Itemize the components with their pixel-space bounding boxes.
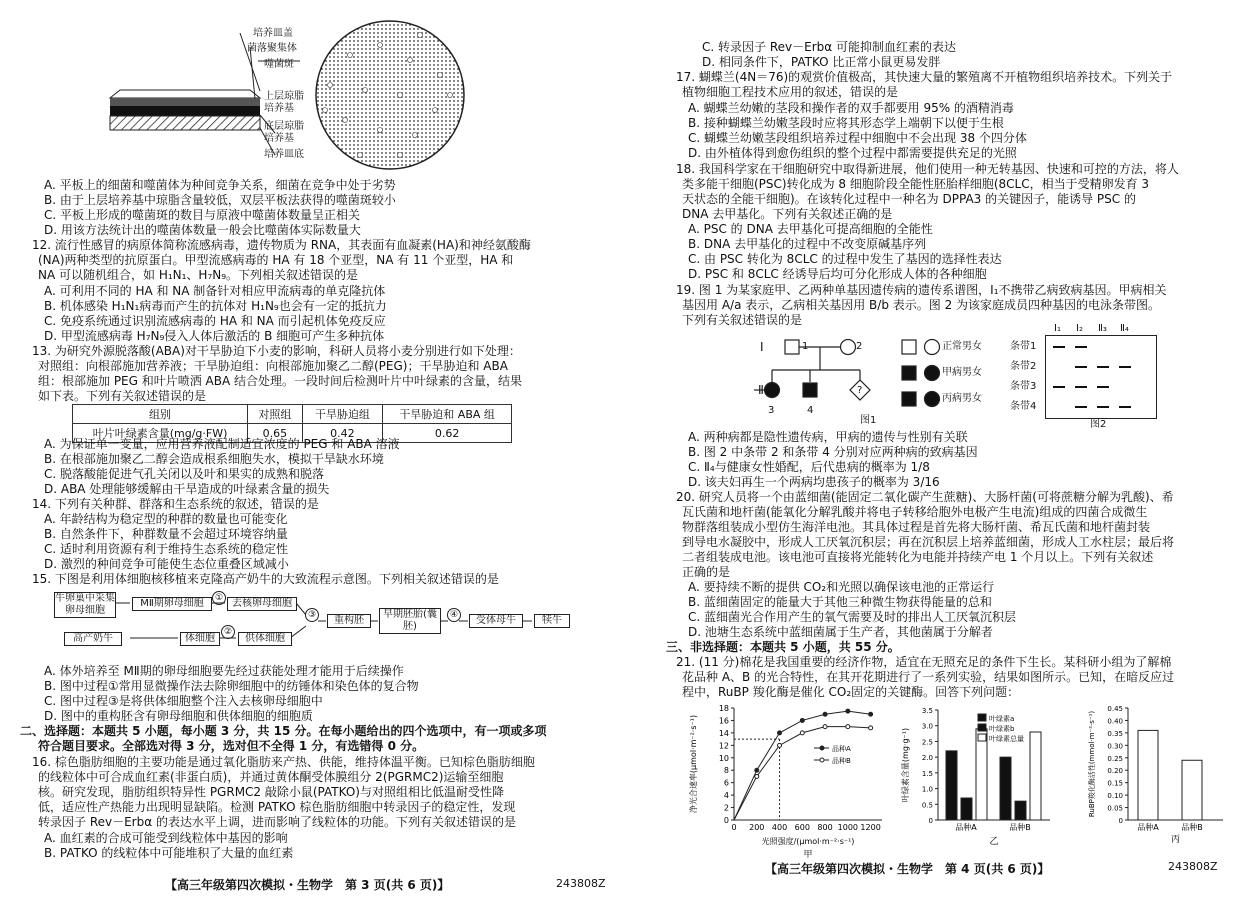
- q11-option-d: D. 用该方法统计出的噬菌体数量一般会比噬菌体实际数量大: [44, 223, 361, 237]
- upper-agar-layer: [110, 98, 260, 106]
- q16-option-d: D. 相同条件下，PATKO 比正常小鼠更易发胖: [702, 55, 941, 69]
- q13-stem-3: 组：根部施加 PEG 和叶片喷洒 ABA 结合处理。一段时间后检测叶片中叶绿素的含量，结果: [38, 374, 523, 388]
- q19-option-c: C. Ⅱ₄与健康女性婚配，后代患病的概率为 1/8: [688, 460, 930, 474]
- flow-box-enucleated-oocyte: 去核卵母细胞: [227, 597, 297, 611]
- y-tick-label: 1.0: [921, 785, 933, 794]
- q16-stem-4: 低，适应性产热能力出现明显缺陷。检测 PATKO 棕色脂肪细胞中转录因子的稳定性，发现: [38, 800, 516, 814]
- pedigree-gen-2: Ⅱ: [758, 383, 764, 397]
- figure-2-caption: 图2: [1090, 419, 1107, 430]
- y-tick-label: 2.5: [921, 738, 933, 747]
- q19-stem-2: 基因用 A/a 表示，乙病相关基因用 B/b 表示。图 2 为该家庭成员四种基因的电泳条带图。: [682, 298, 1161, 312]
- pedigree-num-3: 3: [768, 405, 775, 416]
- y-tick-label: 0: [723, 816, 729, 825]
- pedigree-gen-1: Ⅰ: [760, 340, 764, 354]
- plaque-2: [408, 58, 413, 63]
- pedigree-unknown-label: ?: [857, 385, 863, 396]
- q13-stem-2: 对照组：向根部施加营养液；干旱胁迫组：向根部施加聚乙二醇(PEG)；干旱胁迫和 ABA: [38, 359, 508, 373]
- q13-stem-4: 如下表。下列有关叙述错误的是: [38, 389, 207, 403]
- q16-stem-2: 的线粒体中可合成血红素(非蛋白质)，并通过黄体酮受体膜组分 2(PGRMC2)运输至细胞: [38, 770, 504, 784]
- flow-box-calf: 犊牛: [534, 614, 570, 628]
- flow-box-collect-oocyte: 牛卵巢中采集卵母细胞: [55, 593, 115, 616]
- y-tick-label: 4: [723, 791, 729, 801]
- q12-stem-1: 12. 流行性感冒的病原体简称流感病毒，遗传物质为 RNA，其表面有血凝素(HA)和神经氨酸酶: [32, 238, 531, 252]
- fig11-label-7: 培养基: [264, 133, 294, 144]
- q12-option-a: A. 可利用不同的 HA 和 NA 制备针对相应甲流病毒的单克隆抗体: [44, 284, 386, 298]
- flow-box-high-yield-cow: 高产奶牛: [64, 632, 122, 646]
- q12-stem-3: NA 可以随机组合，如 H₁N₁、H₇N₉。下列相关叙述错误的是: [38, 268, 359, 282]
- plaque-8: [343, 118, 348, 123]
- left-page-code: 243808Z: [556, 877, 606, 890]
- q20-option-a: A. 要持续不断的提供 CO₂和光照以确保该电池的正常运行: [688, 580, 995, 594]
- flow-box-early-embryo: 早期胚胎(囊胚): [379, 608, 441, 634]
- x-tick-label: 600: [794, 823, 810, 832]
- y-tick-label: 8: [723, 766, 729, 776]
- y-tick-label: 0.25: [1107, 754, 1123, 763]
- q12-option-c: C. 免疫系统通过识别流感病毒的 HA 和 NA 而引起机体免疫反应: [44, 314, 386, 328]
- plaque-13: [323, 108, 328, 113]
- q13-th-drought-aba: 干旱胁迫和 ABA 组: [383, 405, 512, 424]
- q20-stem-5: 二者组装成电池。该电池可直接将光能转化为电能并持续产电 1 个月以上。下列有关叙述: [682, 550, 1154, 564]
- q16-stem-5: 转录因子 Rev－Erbα 的表达水平上调，进而影响了线粒体的功能。下列有关叙述错误的是: [38, 815, 516, 829]
- point-品种B-600: [800, 731, 804, 735]
- y-tick-label: 1.5: [921, 769, 933, 778]
- flow-box-mii-oocyte: MⅡ期卵母细胞: [132, 597, 212, 611]
- q13-th-control: 对照组: [248, 405, 303, 424]
- q18-stem-1: 18. 我国科学家在干细胞研究中取得新进展，他们使用一种无转基因、快速和可控的方法，将人: [676, 162, 1179, 176]
- flow-step-1: ①: [212, 591, 226, 605]
- flow-box-somatic-cell: 体细胞: [180, 632, 220, 646]
- lower-agar-layer: [110, 106, 260, 116]
- left-page-footer: 【高三年级第四次模拟・生物学 第 3 页(共 6 页)】: [165, 878, 450, 892]
- point-品种A-200: [755, 768, 759, 772]
- q13-th-drought: 干旱胁迫组: [302, 405, 383, 424]
- q17-stem-1: 17. 蝴蝶兰(4N＝76)的观赏价值极高，其快速大量的繁殖离不开植物组织培养技术。下列关于: [676, 70, 1173, 84]
- q13-td-drought-aba: 0.62: [383, 424, 512, 443]
- q18-stem-2: 类多能干细胞(PSC)转化成为 8 细胞阶段全能性胚胎样细胞(8CLC，相当于受精卵发育 3: [682, 177, 1150, 191]
- bar-品种A: [1138, 730, 1158, 820]
- gel-row-3: 条带3: [1010, 381, 1037, 392]
- legend-label-叶绿素a: 叶绿素a: [989, 715, 1015, 723]
- q13-option-d: D. ABA 处理能够缓解由干旱造成的叶绿素含量的损失: [44, 482, 330, 496]
- y-axis-label: 净光合速率(μmol·m⁻²·s⁻¹): [689, 714, 698, 814]
- y-tick-label: 2: [723, 803, 729, 813]
- pedigree-i2-female: [841, 340, 856, 355]
- right-page-code: 243808Z: [1168, 860, 1218, 873]
- legend-swatch-叶绿素a: [978, 714, 986, 721]
- y-axis-label: 叶绿素含量(mg·g⁻¹): [901, 727, 910, 803]
- gel-row-2: 条带2: [1010, 361, 1037, 372]
- y-tick-label: 0: [1118, 817, 1123, 825]
- y-tick-label: 3.0: [921, 722, 933, 731]
- point-品种A-1200: [869, 712, 873, 716]
- gel-bands: [1045, 335, 1157, 419]
- q13-td-drought: 0.42: [302, 424, 383, 443]
- y-tick-label: 0.5: [921, 801, 933, 810]
- plaque-11: [358, 153, 363, 158]
- q19-option-b: B. 图 2 中条带 2 和条带 4 分别对应两种病的致病基因: [688, 445, 978, 459]
- fig11-label-2: 菌落聚集体: [247, 43, 297, 54]
- y-tick-label: 0.45: [1107, 705, 1123, 713]
- y-tick-label: 0.30: [1107, 742, 1123, 751]
- y-tick-label: 12: [718, 741, 729, 751]
- y-tick-label: 16: [718, 716, 729, 726]
- q19-option-a: A. 两种病都是隐性遗传病，甲病的遗传与性别有关联: [688, 430, 968, 444]
- plaque-12: [398, 153, 403, 158]
- q15-option-b: B. 图中过程①常用显微操作法去除卵细胞中的纺锤体和染色体的复合物: [44, 679, 419, 693]
- point-品种A-600: [800, 718, 804, 722]
- plaque-10: [413, 133, 418, 138]
- q14-option-d: D. 激烈的种间竞争可能使生态位重叠区域减小: [44, 557, 289, 571]
- right-page-footer: 【高三年级第四次模拟・生物学 第 4 页(共 6 页)】: [765, 862, 1050, 876]
- q16-option-a: A. 血红素的合成可能受到线粒体中基因的影响: [44, 831, 288, 845]
- gel-row-1: 条带1: [1010, 341, 1037, 352]
- legend-label-叶绿素b: 叶绿素b: [989, 725, 1015, 733]
- fig11-label-5: 培养基: [264, 103, 294, 114]
- y-tick-label: 0.10: [1107, 792, 1123, 801]
- legend-marker-品种A: [820, 746, 824, 750]
- x-tick-label: 品种B: [1009, 823, 1031, 832]
- x-tick-label: 800: [817, 823, 833, 832]
- q14-option-c: C. 适时利用资源有利于维持生态系统的稳定性: [44, 542, 289, 556]
- y-tick-label: 10: [718, 753, 729, 763]
- q13-td-control: 0.65: [248, 424, 303, 443]
- q21-stem-2: 花品种 A、B 的光合特性，在其开花期进行了一系列实验，结果如图所示。已知，在暗反应过: [682, 670, 1175, 684]
- pedigree-num-4: 4: [807, 405, 814, 416]
- q15-option-c: C. 图中过程③是将供体细胞整个注入去核卵母细胞中: [44, 694, 323, 708]
- chart-yi-chlorophyll: [898, 700, 1058, 850]
- bar-叶绿素总量-品种B: [1030, 732, 1041, 820]
- q20-stem-6: 正确的是: [682, 565, 731, 579]
- q11-option-b: B. 由于上层培养基中琼脂含量较低，双层平板法获得的噬菌斑较小: [44, 193, 396, 207]
- legend-a-female: [925, 366, 940, 381]
- legend-b-text: 丙病男女: [942, 393, 982, 404]
- point-品种A-800: [823, 712, 827, 716]
- legend-b-male: [902, 392, 916, 406]
- q16-option-b: B. PATKO 的线粒体中可能堆积了大量的血红素: [44, 846, 294, 860]
- q13-td-label: 叶片叶绿素含量(mg/g·FW): [73, 424, 248, 443]
- y-tick-label: 0: [928, 817, 933, 825]
- q19-stem-1: 19. 图 1 为某家庭甲、乙两种单基因遗传病的遗传系谱图，Ⅰ₁不携带乙病致病基因。甲病相关: [676, 283, 1167, 297]
- x-tick-label: 1200: [860, 823, 881, 832]
- x-axis-label: 光照强度/(μmol·m⁻²·s⁻¹): [761, 837, 855, 846]
- y-tick-label: 0.35: [1107, 729, 1123, 738]
- point-品种B-400: [778, 743, 782, 747]
- bar-品种B: [1182, 760, 1202, 820]
- plaque-14: [448, 93, 453, 98]
- q20-stem-4: 到导电水凝胶中，形成人工厌氧沉积层；再在沉积层上培养蓝细菌，形成人工水柱层；最后将: [682, 535, 1175, 549]
- q16-stem-3: 核。研究发现，脂肪组织特异性 PGRMC2 敲除小鼠(PATKO)与对照组相比低温耐受性降: [38, 785, 504, 799]
- fig11-label-6: 底层琼脂: [264, 121, 304, 132]
- q18-option-d: D. PSC 和 8CLC 经诱导后均可分化形成人体的各种细胞: [688, 267, 987, 281]
- q13-stem-1: 13. 为研究外源脱落酸(ABA)对干旱胁迫下小麦的影响，科研人员将小麦分别进行如下处理：: [32, 344, 521, 358]
- q11-option-a: A. 平板上的细菌和噬菌体为种间竞争关系，细菌在竞争中处于劣势: [44, 178, 396, 192]
- bar-叶绿素a-品种A: [946, 751, 957, 820]
- q16-option-c: C. 转录因子 Rev－Erbα 可能抑制血红素的表达: [702, 40, 956, 54]
- y-tick-label: 18: [718, 704, 729, 713]
- y-tick-label: 2.0: [921, 754, 933, 763]
- plaque-3: [438, 73, 443, 78]
- q20-option-b: B. 蓝细菌固定的能量大于其他三种微生物获得能量的总和: [688, 595, 992, 609]
- pedigree-ii4-male: [803, 383, 817, 397]
- point-品种B-1000: [846, 725, 850, 729]
- y-tick-label: 0.15: [1107, 779, 1123, 788]
- fig11-label-8: 培养皿底: [264, 149, 304, 160]
- fig11-label-1: 培养皿盖: [253, 28, 293, 39]
- q18-stem-4: DNA 去甲基化。下列有关叙述正确的是: [682, 207, 893, 221]
- section-2-heading-line-2: 符合题目要求。全部选对得 3 分，选对但不全得 1 分，有选错得 0 分。: [38, 739, 425, 753]
- flow-step-2: ②: [221, 625, 235, 639]
- q13-option-c: C. 脱落酸能促进气孔关闭以及叶和果实的成熟和脱落: [44, 467, 325, 481]
- q13-option-a: A. 为保证单一变量，应用营养液配制适宜浓度的 PEG 和 ABA 溶液: [44, 437, 400, 451]
- y-axis-label: RuBP羧化酶活性(mmol·m⁻²·s⁻¹): [1088, 710, 1096, 818]
- q20-option-c: C. 蓝细菌光合作用产生的氧气需要及时的排出人工厌氧沉积层: [688, 610, 1017, 624]
- legend-label-品种B: 品种B: [832, 757, 851, 765]
- x-tick-label: 品种A: [1137, 823, 1159, 832]
- chart-jia-net-photosynthesis: [686, 700, 896, 860]
- pedigree-num-1: 1: [802, 341, 809, 352]
- legend-a-text: 甲病男女: [942, 367, 982, 378]
- legend-normal-male: [902, 340, 916, 354]
- pedigree-ii3-female: [765, 383, 780, 398]
- bar-叶绿素a-品种B: [1000, 757, 1011, 820]
- point-品种B-200: [755, 774, 759, 778]
- gel-col-4: Ⅱ₄: [1120, 323, 1129, 334]
- q17-option-d: D. 由外植体得到愈伤组织的整个过程中都需要提供充足的光照: [688, 146, 1017, 160]
- y-tick-label: 0.20: [1107, 767, 1123, 776]
- q20-stem-3: 物群落组装成小型仿生海洋电池。其具体过程是首先将大肠杆菌、希瓦氏菌和地杆菌封装: [682, 520, 1151, 534]
- plaque-4: [328, 83, 333, 88]
- bar-叶绿素b-品种A: [961, 798, 972, 820]
- flow-box-recipient-cow: 受体母牛: [469, 614, 523, 628]
- legend-label-叶绿素总量: 叶绿素总量: [989, 735, 1024, 743]
- y-tick-label: 0.40: [1107, 717, 1123, 726]
- legend-normal-text: 正常男女: [942, 341, 982, 352]
- right-page: [620, 0, 1239, 900]
- q17-option-b: B. 接种蝴蝶兰幼嫩茎段时应将其形态学上端朝下以便于生根: [688, 116, 1004, 130]
- q15-stem: 15. 下图是利用体细胞核移植来克隆高产奶牛的大致流程示意图。下列相关叙述错误的是: [32, 572, 499, 586]
- flow-step-4: ④: [447, 608, 461, 622]
- point-品种B-1200: [869, 726, 873, 730]
- q20-option-d: D. 池塘生态系统中蓝细菌属于生产者，其他菌属于分解者: [688, 625, 993, 639]
- q21-stem-1: 21. (11 分)棉花是我国重要的经济作物，适宜在无照充足的条件下生长。某科研小组为了解棉: [676, 655, 1172, 669]
- legend-b-female: [925, 392, 940, 407]
- plaque-15: [418, 33, 423, 38]
- x-tick-label: 0: [731, 823, 737, 832]
- y-tick-label: 3.5: [921, 707, 933, 715]
- gel-row-4: 条带4: [1010, 401, 1037, 412]
- q14-stem: 14. 下列有关种群、群落和生态系统的叙述，错误的是: [32, 497, 319, 511]
- pedigree-num-2: 2: [856, 341, 863, 352]
- q14-option-b: B. 自然条件下，种群数量不会超过环境容纳量: [44, 527, 288, 541]
- q17-option-c: C. 蝴蝶兰幼嫩茎段组织培养过程中细胞中不会出现 38 个四分体: [688, 131, 1027, 145]
- chart-bing-rubp-enzyme: [1080, 700, 1230, 850]
- section-3-heading: 三、非选择题：本题共 5 小题，共 55 分。: [666, 640, 900, 654]
- x-tick-label: 1000: [837, 823, 859, 832]
- q12-option-d: D. 甲型流感病毒 H₇N₉侵入人体后激活的 B 细胞可产生多种抗体: [44, 329, 385, 343]
- pedigree-i1-male: [785, 340, 799, 354]
- q13-option-b: B. 在根部施加聚乙二醇会造成根系细胞失水，模拟干旱缺水环境: [44, 452, 384, 466]
- legend-normal-female: [925, 340, 940, 355]
- q15-option-d: D. 图中的重构胚含有卵母细胞和供体细胞的细胞质: [44, 709, 313, 723]
- plaque-1: [378, 43, 383, 48]
- plaque-0: [348, 53, 353, 58]
- legend-a-male: [902, 366, 916, 380]
- flow-box-reconstructed-embryo: 重构胚: [327, 614, 371, 628]
- legend-swatch-叶绿素总量: [978, 734, 986, 741]
- q18-option-c: C. 由 PSC 转化为 8CLC 的过程中发生了基因的选择性表达: [688, 252, 1002, 266]
- q18-option-a: A. PSC 的 DNA 去甲基化可提高细胞的全能性: [688, 222, 933, 236]
- q16-stem-1: 16. 棕色脂肪细胞的主要功能是通过氧化脂肪来产热、供能，维持体温平衡。已知棕色脂肪细胞: [32, 755, 535, 769]
- y-tick-label: 14: [718, 728, 729, 738]
- x-tick-label: 品种B: [1181, 823, 1203, 832]
- q17-stem-2: 植物细胞工程技术应用的叙述，错误的是: [682, 85, 899, 99]
- flow-step-3: ③: [305, 608, 319, 622]
- x-tick-label: 品种A: [955, 823, 977, 832]
- series-line-品种B: [734, 727, 871, 820]
- petri-dish-top-view: [316, 21, 464, 169]
- plaque-9: [378, 128, 383, 133]
- fig11-label-3: 噬菌斑: [264, 59, 294, 70]
- x-tick-label: 400: [771, 823, 788, 832]
- q19-stem-3: 下列有关叙述错误的是: [682, 313, 803, 327]
- q18-option-b: B. DNA 去甲基化的过程中不改变原碱基序列: [688, 237, 927, 251]
- legend-marker-品种B: [820, 758, 824, 762]
- q21-stem-3: 程中，RuBP 羧化酶是催化 CO₂固定的关键酶。回答下列问题：: [682, 685, 1020, 699]
- gel-col-1: Ⅰ₁: [1054, 323, 1061, 334]
- bar-叶绿素总量-品种A: [976, 729, 987, 820]
- q19-option-d: D. 该夫妇再生一个两病均患孩子的概率为 3/16: [688, 475, 940, 489]
- q13-th-group: 组别: [73, 405, 248, 424]
- q14-option-a: A. 年龄结构为稳定型的种群的数量也可能变化: [44, 512, 288, 526]
- point-品种A-400: [778, 731, 782, 735]
- plate-lid: [110, 90, 260, 98]
- q20-stem-2: 瓦氏菌和地杆菌(能氧化分解乳酸并将电子转移给胞外电极产生电流)组成的四菌合成微生: [682, 505, 1148, 519]
- gel-col-2: Ⅰ₂: [1076, 323, 1083, 334]
- y-tick-label: 0.05: [1107, 804, 1123, 813]
- section-2-heading-line-1: 二、选择题：本题共 5 小题，每小题 3 分，共 15 分。在每小题给出的四个选项中，有一项或多项: [20, 724, 547, 738]
- q12-stem-2: (NA)两种类型的抗原蛋白。甲型流感病毒的 HA 有 18 个亚型，NA 有 11 个亚型，HA 和: [38, 253, 514, 267]
- plaque-5: [363, 88, 368, 93]
- y-tick-label: 6: [723, 778, 729, 788]
- gel-col-3: Ⅱ₃: [1098, 323, 1107, 334]
- plaque-7: [433, 108, 438, 113]
- fig11-label-4: 上层琼脂: [264, 91, 304, 102]
- bar-叶绿素b-品种B: [1015, 801, 1026, 820]
- point-品种B-800: [823, 725, 827, 729]
- q11-option-c: C. 平板上形成的噬菌斑的数目与原液中噬菌体数量呈正相关: [44, 208, 361, 222]
- chart-title: 丙: [1170, 835, 1181, 845]
- legend-label-品种A: 品种A: [832, 745, 851, 753]
- q12-option-b: B. 机体感染 H₁N₁病毒而产生的抗体对 H₁N₉也会有一定的抵抗力: [44, 299, 387, 313]
- point-品种A-1000: [846, 709, 850, 713]
- q17-option-a: A. 蝴蝶兰幼嫩的茎段和操作者的双手都要用 95% 的酒精消毒: [688, 101, 1014, 115]
- x-tick-label: 200: [749, 823, 765, 832]
- flow-box-donor-cell: 供体细胞: [238, 632, 292, 646]
- figure-1-caption: 图1: [860, 415, 877, 426]
- plate-bottom: [110, 116, 260, 130]
- chart-title: 乙: [989, 837, 999, 847]
- chart-title: 甲: [803, 850, 813, 860]
- q20-stem-1: 20. 研究人员将一个由蓝细菌(能固定二氧化碳产生蔗糖)、大肠杆菌(可将蔗糖分解为乳酸)、希: [676, 490, 1174, 504]
- q15-option-a: A. 体外培养至 MⅡ期的卵母细胞要先经过获能处理才能用于后续操作: [44, 664, 404, 678]
- q18-stem-3: 天状态的全能干细胞)。在该转化过程中一种名为 DPPA3 的关键因子，能诱导 PSC 的: [682, 192, 1136, 206]
- legend-swatch-叶绿素b: [978, 724, 986, 731]
- plaque-6: [398, 93, 403, 98]
